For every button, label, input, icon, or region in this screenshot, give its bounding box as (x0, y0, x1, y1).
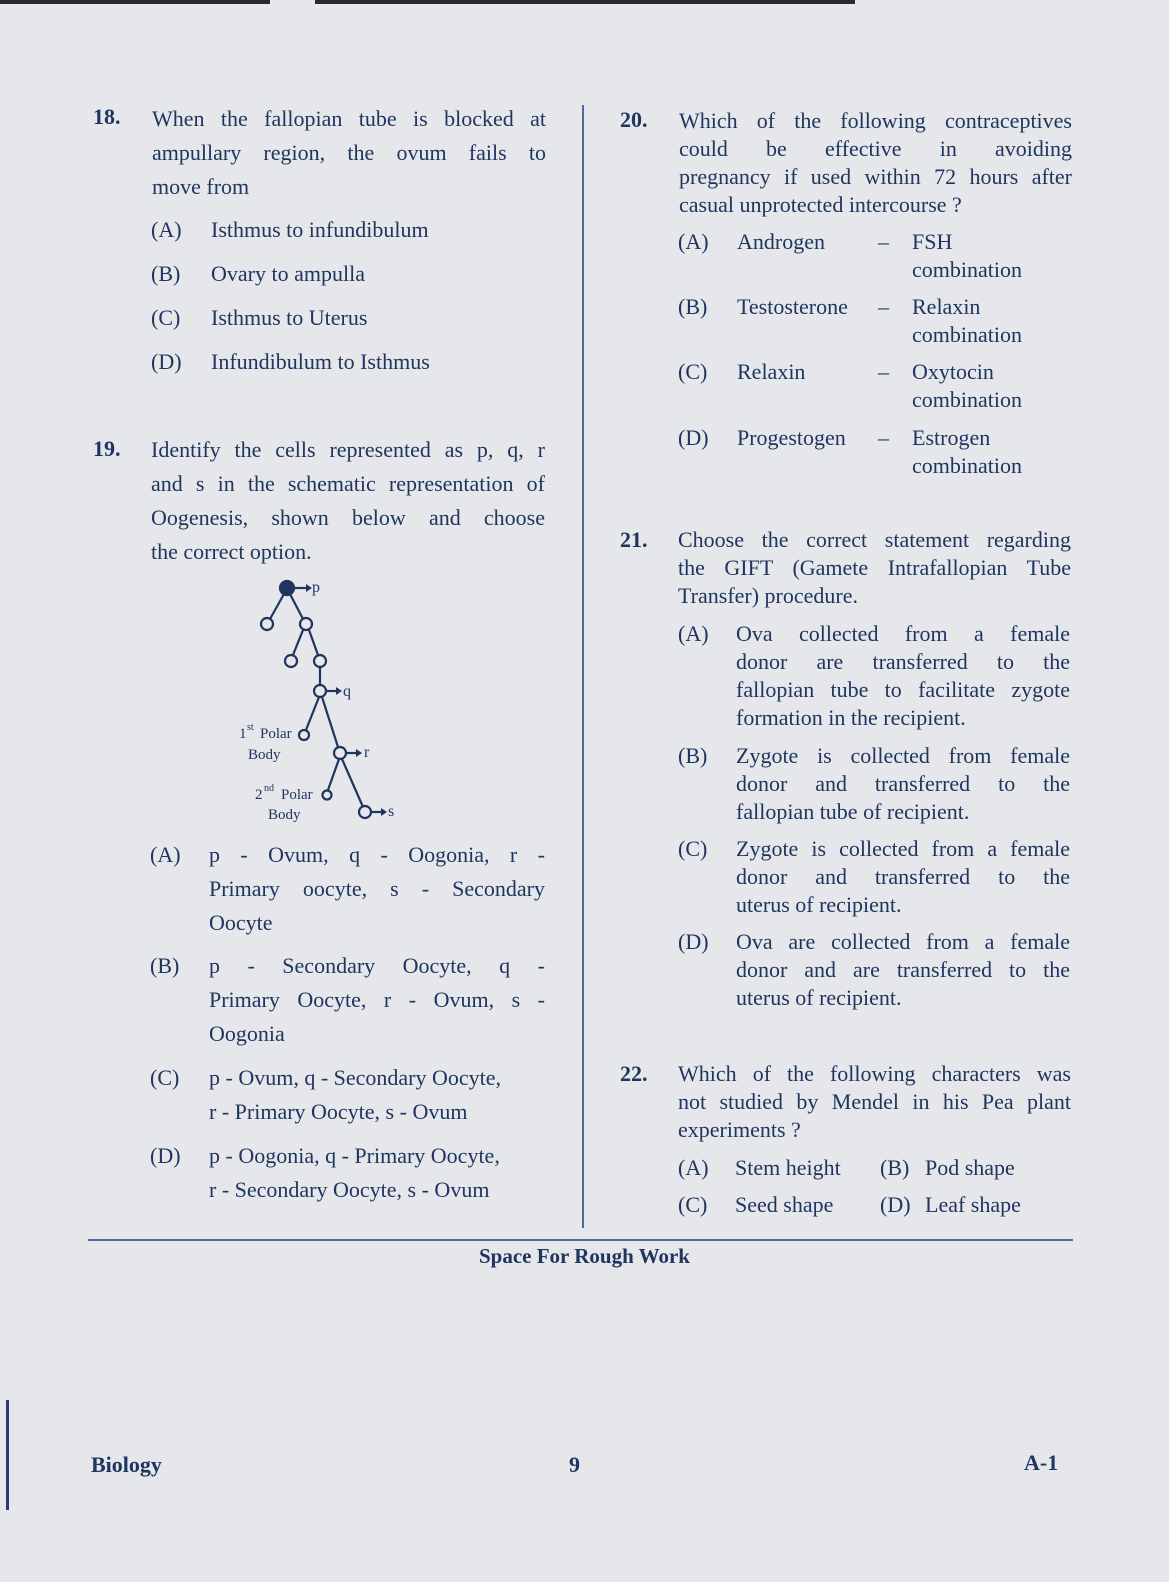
option-b[interactable] (150, 949, 545, 1051)
option-line: Zygote is collected from female (736, 743, 1070, 768)
question-text (151, 433, 545, 569)
option-right: Relaxin (912, 294, 981, 319)
option-c[interactable] (678, 1188, 868, 1222)
option-text: Pod shape (925, 1155, 1015, 1180)
option-right: Estrogen (912, 425, 991, 450)
option-c[interactable] (150, 1061, 545, 1129)
column-divider (582, 105, 584, 1228)
option-label: (D) (151, 349, 182, 374)
arrowhead-q (336, 687, 342, 695)
option-d[interactable] (150, 1139, 545, 1207)
label-second-polar-body: Body (268, 807, 301, 823)
option-label: (D) (678, 929, 709, 954)
scan-top-edge-left (0, 0, 270, 4)
cell-p (280, 581, 294, 595)
question-text (679, 107, 1072, 219)
label-q: q (343, 683, 351, 700)
arrowhead-s (381, 808, 387, 816)
branch-line (322, 697, 338, 747)
option-d[interactable] (880, 1188, 1070, 1222)
question-line: the GIFT (Gamete Intrafallopian Tube (678, 555, 1071, 580)
option-sub: combination (912, 322, 1022, 347)
label-first-polar-body: Body (248, 747, 281, 763)
option-left: Androgen (737, 229, 825, 254)
question-number: 22. (620, 1061, 648, 1086)
option-sub: combination (912, 387, 1022, 412)
option-text (209, 949, 545, 1051)
option-label: (B) (880, 1155, 910, 1180)
branch-line (328, 759, 339, 790)
branch-line (270, 594, 284, 619)
question-number: 19. (93, 436, 121, 461)
option-label: (D) (678, 425, 709, 450)
option-label: (D) (150, 1143, 181, 1168)
option-line: Primary oocyte, s - Secondary (209, 876, 545, 901)
question-text (678, 1060, 1071, 1144)
question-line: move from (152, 174, 250, 199)
branch-line (342, 759, 363, 807)
cell-s (359, 806, 371, 818)
option-text: Isthmus to Uterus (211, 305, 368, 330)
option-text: Infundibulum to Isthmus (211, 349, 430, 374)
question-line: Which of the following contraceptives (679, 108, 1072, 133)
option-a[interactable] (151, 213, 551, 247)
cell-daughter (300, 618, 312, 630)
option-line: donor and are transferred to the (736, 957, 1070, 982)
question-line: When the fallopian tube is blocked at (152, 106, 546, 131)
option-b[interactable] (151, 257, 551, 291)
option-line: fallopian tube of recipient. (736, 799, 970, 824)
option-label: (C) (678, 836, 708, 861)
label-first-polar-num: 1 (239, 726, 247, 742)
branch-line (309, 630, 318, 655)
option-dash: – (878, 359, 889, 384)
label-first-polar-sup: st (247, 722, 254, 733)
question-line: ampullary region, the ovum fails to (152, 140, 546, 165)
scan-top-edge-right (315, 0, 855, 4)
option-line: p - Secondary Oocyte, q - (209, 953, 545, 978)
option-left: Testosterone (737, 294, 848, 319)
branch-line (290, 594, 303, 619)
option-text: Leaf shape (925, 1192, 1021, 1217)
option-left: Relaxin (737, 359, 806, 384)
question-line: Choose the correct statement regarding (678, 527, 1071, 552)
question-line: Oogenesis, shown below and choose (151, 505, 545, 530)
option-left: Progestogen (737, 425, 846, 450)
option-label: (A) (678, 1155, 709, 1180)
label-r: r (364, 744, 370, 761)
footer-page-number: 9 (569, 1452, 580, 1477)
option-dash: – (878, 229, 889, 254)
footer-paper-code: A-1 (1024, 1450, 1059, 1475)
option-right: Oxytocin (912, 359, 994, 384)
question-line: experiments ? (678, 1117, 801, 1142)
question-line: Transfer) procedure. (678, 583, 859, 608)
option-label: (A) (678, 229, 709, 254)
option-line: r - Primary Oocyte, s - Ovum (209, 1099, 468, 1124)
rough-work-label: Space For Rough Work (478, 1244, 690, 1268)
option-a[interactable] (150, 838, 545, 940)
option-line: Primary Oocyte, r - Ovum, s - (209, 987, 545, 1012)
option-line: Ova are collected from a female (736, 929, 1070, 954)
option-text (209, 1139, 545, 1207)
question-number: 18. (93, 104, 121, 129)
option-line: uterus of recipient. (736, 892, 902, 917)
oogenesis-diagram (230, 570, 410, 832)
option-text: Seed shape (735, 1192, 834, 1217)
question-line: pregnancy if used within 72 hours after (679, 164, 1072, 189)
option-label: (B) (678, 294, 708, 319)
branch-line (306, 697, 319, 730)
option-a[interactable] (678, 620, 1071, 732)
option-line: donor and transferred to the (736, 864, 1070, 889)
option-line: p - Ovum, q - Oogonia, r - (209, 842, 545, 867)
option-text (736, 835, 1070, 919)
option-line: donor and transferred to the (736, 771, 1070, 796)
branch-line (293, 630, 303, 655)
option-c[interactable] (678, 835, 1071, 919)
question-line: Identify the cells represented as p, q, r (151, 437, 545, 462)
option-b[interactable] (880, 1151, 1070, 1185)
option-label: (A) (678, 621, 709, 646)
question-number: 20. (620, 107, 648, 132)
option-dash: – (878, 294, 889, 319)
option-text: Ovary to ampulla (211, 261, 365, 286)
option-right: FSH (912, 229, 953, 254)
option-label: (B) (150, 953, 180, 978)
option-line: Oogonia (209, 1021, 285, 1046)
question-text (678, 526, 1071, 610)
option-text (209, 838, 545, 940)
option-label: (C) (150, 1065, 180, 1090)
question-line: the correct option. (151, 539, 312, 564)
cell-daughter (285, 655, 297, 667)
option-sub: combination (912, 453, 1022, 478)
cell-r (334, 747, 346, 759)
option-d[interactable] (678, 424, 1058, 482)
option-line: r - Secondary Oocyte, s - Ovum (209, 1177, 490, 1202)
option-text (209, 1061, 545, 1129)
label-second-polar-word: Polar (281, 787, 313, 803)
option-a[interactable] (678, 1151, 868, 1185)
option-label: (C) (678, 1192, 708, 1217)
option-label: (C) (151, 305, 181, 330)
option-label: (D) (880, 1192, 911, 1217)
question-line: and s in the schematic representation of (151, 471, 545, 496)
option-line: donor are transferred to the (736, 649, 1070, 674)
option-text: Isthmus to infundibulum (211, 217, 429, 242)
question-line: casual unprotected intercourse ? (679, 192, 962, 217)
question-line: Which of the following characters was (678, 1061, 1071, 1086)
question-number: 21. (620, 527, 648, 552)
option-line: formation in the recipient. (736, 705, 966, 730)
label-second-polar-num: 2 (255, 787, 263, 803)
option-line: Ova collected from a female (736, 621, 1070, 646)
option-c[interactable] (151, 301, 551, 335)
option-line: fallopian tube to facilitate zygote (736, 677, 1070, 702)
option-dash: – (878, 425, 889, 450)
question-line: not studied by Mendel in his Pea plant (678, 1089, 1071, 1114)
rough-work-divider (88, 1239, 1073, 1241)
option-text (736, 928, 1070, 1012)
option-text (736, 620, 1070, 732)
arrowhead-r (356, 749, 362, 757)
cell-daughter (261, 618, 273, 630)
cell-daughter (314, 655, 326, 667)
scan-left-mark (6, 1400, 9, 1510)
option-line: Oocyte (209, 910, 273, 935)
option-label: (B) (678, 743, 708, 768)
option-label: (C) (678, 359, 708, 384)
first-polar-body (299, 730, 309, 740)
label-s: s (388, 803, 395, 820)
option-line: p - Ovum, q - Secondary Oocyte, (209, 1065, 502, 1090)
question-line: could be effective in avoiding (679, 136, 1072, 161)
option-text (736, 742, 1070, 826)
option-line: uterus of recipient. (736, 985, 902, 1010)
option-label: (A) (150, 842, 181, 867)
option-b[interactable] (678, 293, 1058, 351)
option-label: (B) (151, 261, 181, 286)
label-p: p (312, 579, 320, 596)
option-line: Zygote is collected from a female (736, 836, 1070, 861)
option-label: (A) (151, 217, 182, 242)
cell-q (314, 685, 326, 697)
option-b[interactable] (678, 742, 1071, 826)
footer-subject: Biology (91, 1452, 162, 1477)
label-second-polar-sup: nd (264, 783, 274, 794)
option-c[interactable] (678, 358, 1058, 416)
label-first-polar-word: Polar (260, 726, 292, 742)
question-text (152, 102, 546, 204)
option-d[interactable] (151, 345, 551, 379)
option-d[interactable] (678, 928, 1071, 1012)
option-text: Stem height (735, 1155, 841, 1180)
second-polar-body (323, 791, 332, 800)
option-sub: combination (912, 257, 1022, 282)
option-a[interactable] (678, 228, 1058, 286)
option-line: p - Oogonia, q - Primary Oocyte, (209, 1143, 500, 1168)
